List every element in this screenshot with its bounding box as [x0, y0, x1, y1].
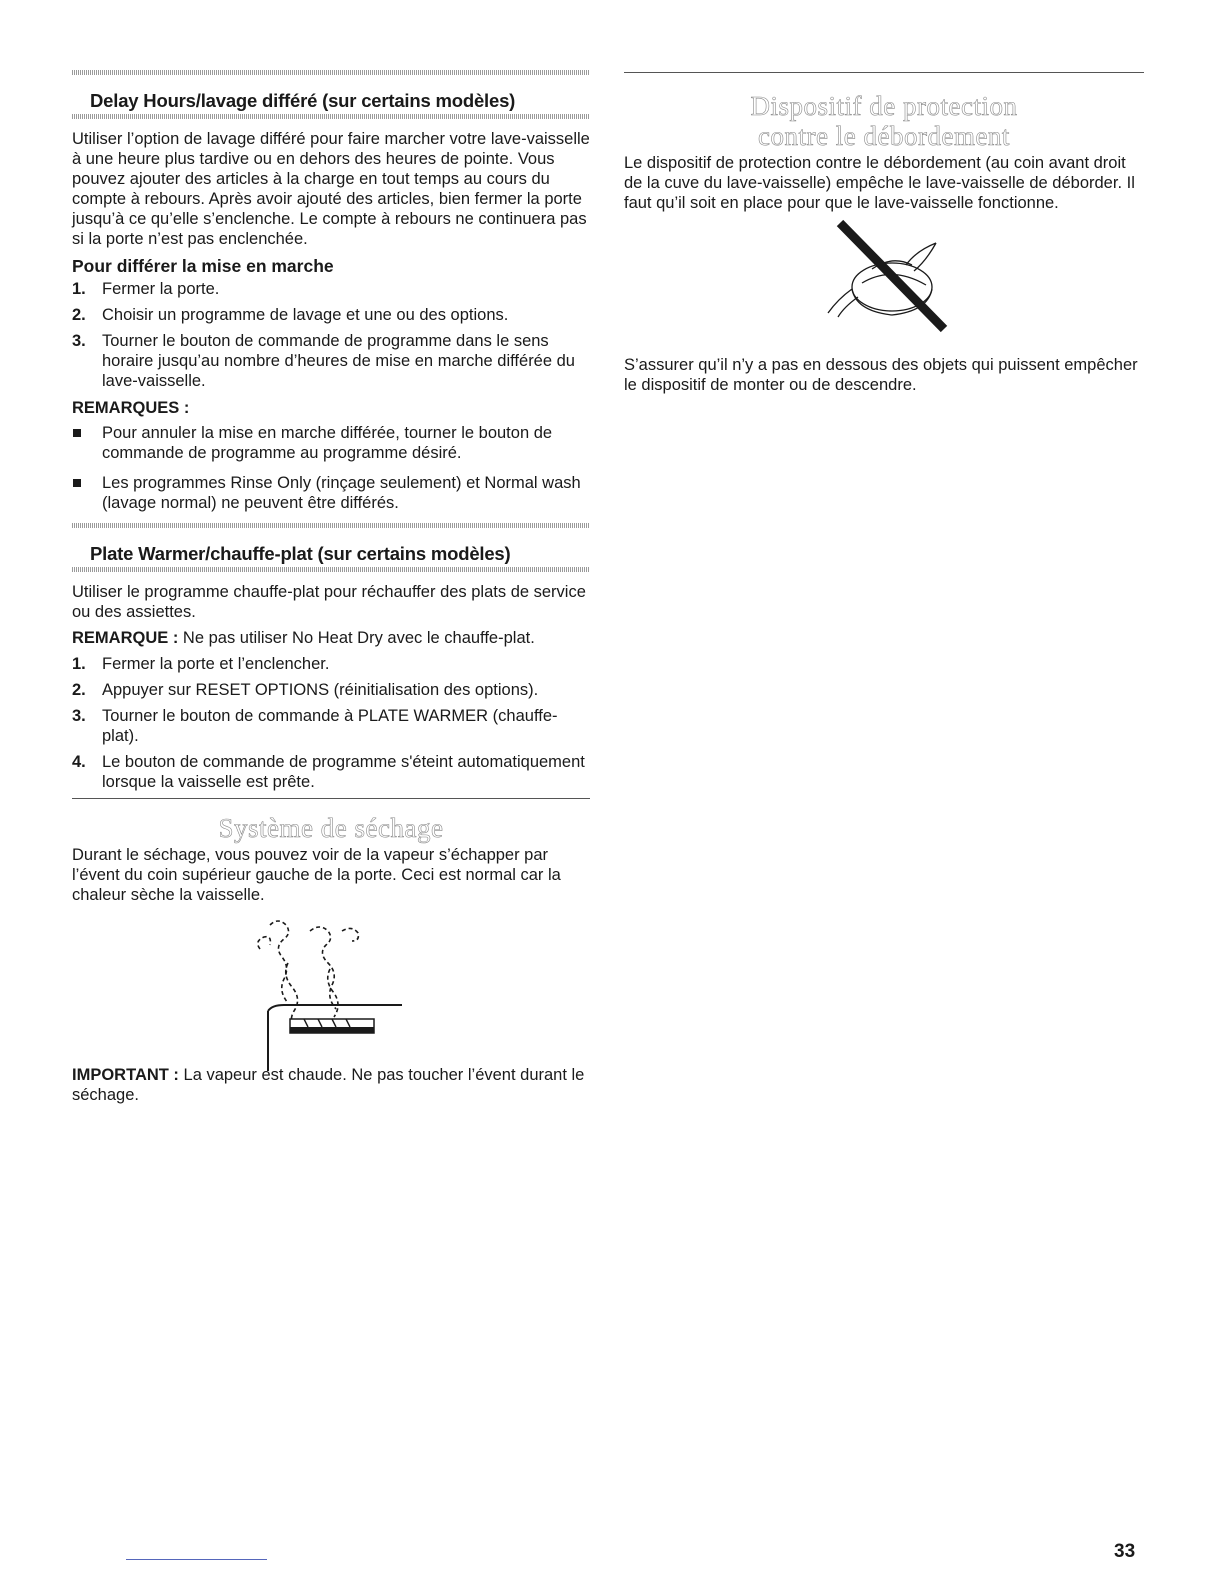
plate-note	[72, 628, 590, 648]
bullet-square-icon	[73, 429, 81, 437]
step-text: Fermer la porte et l’enclencher.	[102, 655, 330, 673]
step-text: Tourner le bouton de commande à PLATE WARMER (chauffe-plat).	[102, 707, 558, 745]
plate-note-text: Ne pas utiliser No Heat Dry avec le chauffe-plat.	[178, 629, 535, 647]
step-number: 2.	[72, 306, 86, 324]
drying-important-label: IMPORTANT :	[72, 1066, 179, 1084]
delay-heading: Delay Hours/lavage différé (sur certains modèles)	[90, 90, 516, 111]
plate-step	[72, 680, 590, 700]
note-text: Les programmes Rinse Only (rinçage seulement) et Normal wash (lavage normal) ne peuvent être différés.	[102, 474, 581, 512]
plate-heading: Plate Warmer/chauffe-plat (sur certains modèles)	[90, 543, 511, 564]
plate-heading-block	[72, 523, 590, 572]
delay-subheading: Pour différer la mise en marche	[72, 256, 334, 276]
drying-important-text: La vapeur est chaude. Ne pas toucher l’évent durant le séchage.	[72, 1066, 585, 1104]
section-rule	[624, 72, 1144, 73]
overfill-title-line2: contre le débordement	[758, 121, 1010, 151]
plate-step	[72, 654, 590, 674]
right-column	[624, 70, 1144, 401]
step-text: Le bouton de commande de programme s'éteint automatiquement lorsque la vaisselle est prête.	[102, 753, 585, 791]
step-number: 4.	[72, 753, 86, 771]
drying-title: Système de séchage	[218, 813, 444, 843]
step-text: Fermer la porte.	[102, 280, 220, 298]
delay-steps	[72, 279, 590, 391]
delay-step	[72, 279, 590, 299]
overfill-intro: Le dispositif de protection contre le débordement (au coin avant droit de la cuve du lave-vaisselle) empêche le lave-vaisselle de déborder. Il faut qu’il soit en place pour que le lave-vaisselle fonctionne.	[624, 154, 1135, 212]
page-number: 33	[1114, 1541, 1136, 1562]
plate-intro: Utiliser le programme chauffe-plat pour réchauffer des plats de service ou des assiettes.	[72, 583, 586, 621]
bullet-square-icon	[73, 479, 81, 487]
drying-important	[72, 1065, 590, 1105]
left-column	[72, 70, 590, 1111]
delay-notes	[72, 423, 590, 513]
hatch-rule	[72, 567, 590, 572]
plate-step	[72, 752, 590, 792]
plate-step	[72, 706, 590, 746]
footer-rule	[126, 1559, 267, 1560]
step-text: Appuyer sur RESET OPTIONS (réinitialisation des options).	[102, 681, 539, 699]
drying-intro: Durant le séchage, vous pouvez voir de la vapeur s’échapper par l’évent du coin supérieur gauche de la porte. Ceci est normal car la chaleur sèche la vaisselle.	[72, 846, 561, 904]
step-text: Tourner le bouton de commande de programme dans le sens horaire jusqu’au nombre d’heures de mise en marche différée du lave-vaisselle.	[102, 332, 575, 390]
step-number: 3.	[72, 707, 86, 725]
overfill-caution: S’assurer qu’il n’y a pas en dessous des objets qui puissent empêcher le dispositif de monter ou de descendre.	[624, 356, 1138, 394]
step-number: 2.	[72, 681, 86, 699]
plate-note-label: REMARQUE :	[72, 629, 179, 647]
step-number: 3.	[72, 332, 86, 350]
delay-intro: Utiliser l’option de lavage différé pour faire marcher votre lave-vaisselle à une heure plus tardive ou en dehors des heures de pointe. Vous pouvez ajouter des articles à la charge en tout temps au cours du compte à rebours. Après avoir ajouté des articles, bien fermer la porte jusqu’à ce qu’elle s’enclenche. Le compte à rebours ne continuera pas si la porte n’est pas enclenchée.	[72, 130, 590, 248]
delay-heading-block	[72, 70, 590, 119]
delay-step	[72, 305, 590, 325]
plate-steps	[72, 654, 590, 792]
hatch-rule	[72, 114, 590, 119]
note-text: Pour annuler la mise en marche différée, tourner le bouton de commande de programme au programme désiré.	[102, 424, 553, 462]
delay-notes-label: REMARQUES :	[72, 399, 190, 417]
step-text: Choisir un programme de lavage et une ou des options.	[102, 306, 509, 324]
overfill-title-line1: Dispositif de protection	[750, 91, 1018, 121]
overfill-float-illustration	[624, 219, 1144, 349]
section-rule	[72, 798, 590, 799]
step-number: 1.	[72, 280, 86, 298]
delay-step	[72, 331, 590, 391]
delay-note	[72, 473, 590, 513]
steam-vent-illustration	[72, 911, 590, 1071]
delay-note	[72, 423, 590, 463]
step-number: 1.	[72, 655, 86, 673]
